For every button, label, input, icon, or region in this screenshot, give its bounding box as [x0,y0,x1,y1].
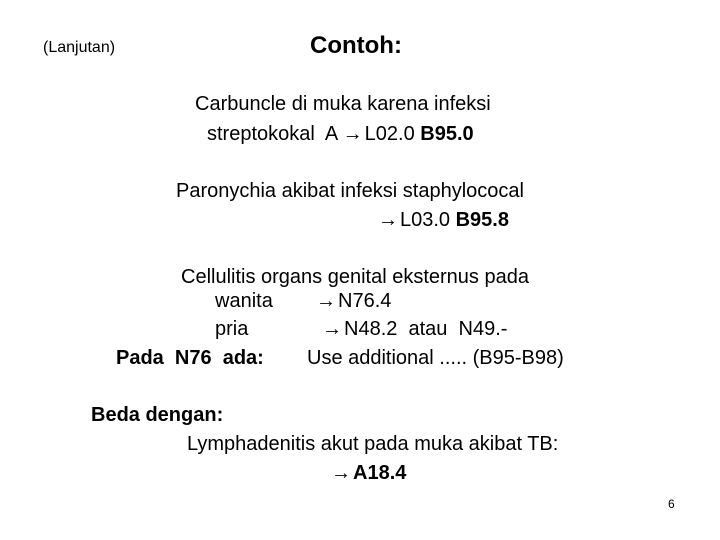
continuation-label: (Lanjutan) [43,39,116,56]
right-arrow-icon: → [342,123,363,145]
example2-bold-code: B95.8 [455,209,509,231]
example1-code: L02.0 [364,123,421,145]
right-arrow-icon: → [322,318,342,340]
example3-pada-label: Pada N76 ada: [116,347,264,369]
example3-wanita [316,291,391,311]
example2-code: L03.0 [400,209,456,231]
right-arrow-icon: → [331,462,351,484]
beda-code-line [331,463,406,483]
example1-line1: Carbuncle di muka karena infeksi [195,93,491,115]
example3-wanita-code: N76.4 [338,290,392,312]
beda-code: A18.4 [353,462,407,484]
beda-line1: Lymphadenitis akut pada muka akibat TB: [187,433,559,455]
example2-line1: Paronychia akibat infeksi staphylococal [176,180,524,202]
page-number: 6 [668,497,675,511]
example1-bold-code: B95.0 [420,123,474,145]
slide-title: Contoh: [310,32,402,59]
example3-pria [322,319,507,339]
example3-pria-label: pria [215,318,249,340]
beda-heading: Beda dengan: [91,404,224,426]
example3-pada-text: Use additional ..... (B95-B98) [307,347,564,369]
example1-text: streptokokal A [207,123,343,145]
example3-line1: Cellulitis organs genital eksternus pada [181,266,529,288]
example1-line2 [207,124,474,144]
example3-pria-code: N48.2 atau N49.- [344,318,508,340]
example3-wanita-label: wanita [215,290,273,312]
right-arrow-icon: → [378,209,398,231]
example2-line2 [378,210,509,230]
right-arrow-icon: → [316,290,336,312]
